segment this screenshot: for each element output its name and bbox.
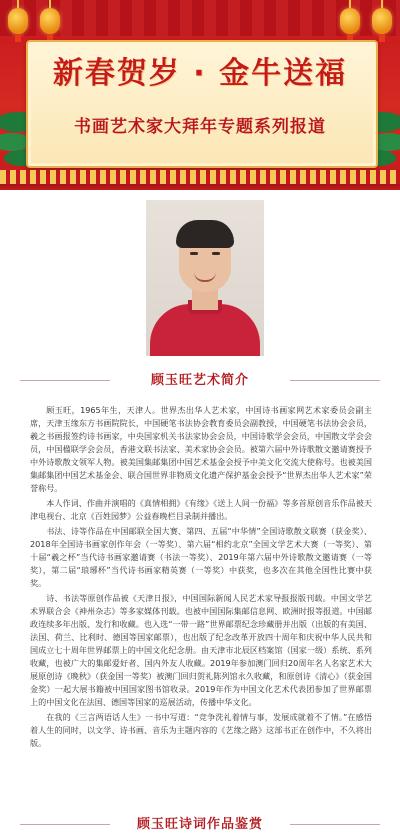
lantern-icon xyxy=(40,8,60,34)
bio-paragraph: 书法、诗等作品在中国邮联全国大赛、第四、五届“中华情”全国诗歌散文联赛（获金奖）、2018年全国诗书画家创作年会（一等奖）、第六届“相约北京”全国文学艺术大赛（一等奖）、第十届“羲之杯”当代诗书画家邀请赛（书法一等奖）、2019年第六届中外诗歌散文邀请赛（一等奖），第二届“琅琊杯”当代诗书画家精英赛（一等奖）中获奖，也多次在其他全国性比赛中获奖。 xyxy=(30,526,372,588)
lantern-icon xyxy=(340,8,360,34)
portrait-eye xyxy=(190,252,198,255)
portrait-eye xyxy=(212,252,220,255)
bio-paragraph: 诗、书法等原创作品被《天津日报》，中国国际新闻人民艺术家导报报版刊载。中国文学艺术界联合会《神州杂志》等多家媒体刊载。也被中国国际集邮信息网、欧洲时报等报道。中国邮政连续多年出版、发行和收藏。也入选“一带一路”世界邮票纪念珍藏册并出版（出版的有美国、法国、荷兰、比利时、德国等国家邮票），也出版了纪念改革开放四十周年和庆祝中华人民共和国成立七十周年世界邮票上的中国文化纪念册。由天津市北辰区档案馆（国家一级）系统、系列收藏，也被广大的集邮爱好者、国内外友人收藏。2019年参加澳门回归20周年名人名家艺术大展原创诗《晚秋》（获金国一等奖）被澳门回归贺礼陈列馆永久收藏，和原创诗《清心》（获金国金奖）一起大展书籍被中国国家图书馆收录。2019年作为中国文化艺术代表团参加了世界邮票上的中国文化在法国、德国等国家的巡展活动，传播中华文化。 xyxy=(30,593,372,707)
portrait-hair xyxy=(176,220,234,248)
banner-border xyxy=(0,170,400,184)
divider-line xyxy=(284,380,380,381)
section-heading-works xyxy=(0,814,400,836)
banner-shadow xyxy=(0,184,400,190)
bio-paragraph: 顾玉旺，1965年生，天津人。世界杰出华人艺术家，中国诗书画家网艺术家委员会副主席，天津玉缘东方书画院院长，中国硬笔书法协会教育委员会副教授，中国硬笔书法协会会员，羲之书画报签约诗书画家，中央国家机关书法家协会会员，中国诗歌学会会员，中国散文学会会员，中国楹联学会会员，香港文联书法家、美术家协会会员。被第六届中外诗歌散文邀请赛授予中外诗歌散文领军人物。被美国集邮集团中国艺术基金会授予中美文化交流大使称号。也被美国集邮集团中国艺术基金会、联合国世界非物质文化遗产保护基金会授予“世界杰出华人艺术家”荣誉称号。 xyxy=(30,405,372,493)
lantern-icon xyxy=(372,8,392,34)
bio-paragraph: 在我的《三言两语话人生》一书中写道：“竞争洗礼着情与事，发展成就着不了情。”在感悟着人生的同时，以文学、诗书画、音乐为主题内容的《艺缘之路》这部书正在创作中，不久将出版。 xyxy=(30,712,372,748)
divider-line xyxy=(284,824,380,825)
divider-line xyxy=(20,824,116,825)
bio-text xyxy=(30,404,372,752)
bio-paragraph: 本人作词、作曲并演唱的《真情相拥》《有缘》《送上人间一份福》等多首原创音乐作品被天津电视台、北京《百姓园梦》公益春晚栏目录制并播出。 xyxy=(30,498,372,521)
header-banner xyxy=(0,0,400,190)
artist-portrait xyxy=(146,200,264,356)
divider-line xyxy=(20,380,116,381)
section-title: 顾玉旺诗词作品鉴赏 xyxy=(110,814,290,836)
section-heading-intro xyxy=(0,370,400,392)
banner-title: 新春贺岁 · 金牛送福 xyxy=(52,56,348,91)
section-title: 顾玉旺艺术简介 xyxy=(110,370,290,392)
banner-subtitle: 书画艺术家大拜年专题系列报道 xyxy=(74,117,326,137)
lantern-icon xyxy=(8,8,28,34)
